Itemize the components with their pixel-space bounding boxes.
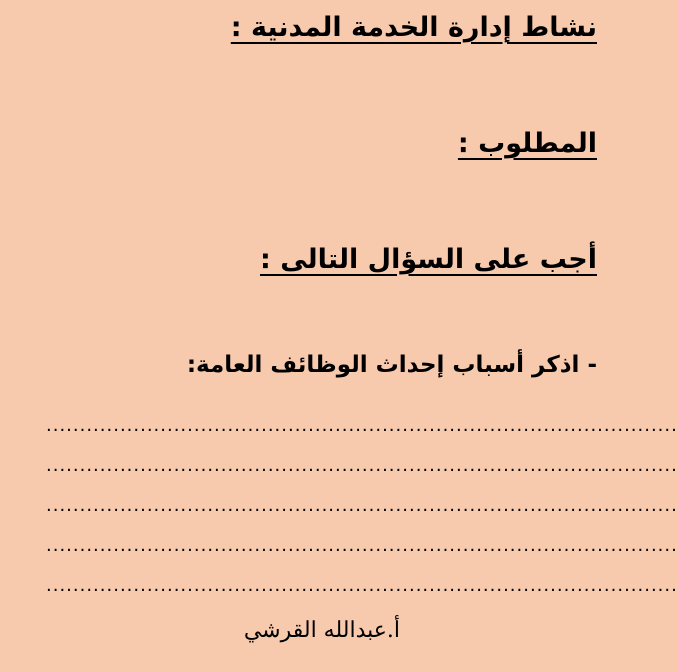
answer-line-4: ..............................................................................................: [46, 535, 678, 556]
worksheet-title: نشاط إدارة الخدمة المدنية :: [230, 12, 597, 43]
answer-line-1: ..............................................................................................: [46, 415, 678, 436]
answer-line-3: ..............................................................................................: [46, 495, 678, 516]
answer-prompt-heading: أجب على السؤال التالى :: [260, 244, 597, 275]
answer-line-2: ..............................................................................................: [46, 455, 678, 476]
required-heading: المطلوب :: [457, 128, 597, 159]
question-text: - اذكر أسباب إحداث الوظائف العامة:: [186, 352, 597, 378]
answer-line-5: ..............................................................................................: [46, 575, 678, 596]
teacher-signature: أ.عبدالله القرشي: [243, 618, 400, 643]
